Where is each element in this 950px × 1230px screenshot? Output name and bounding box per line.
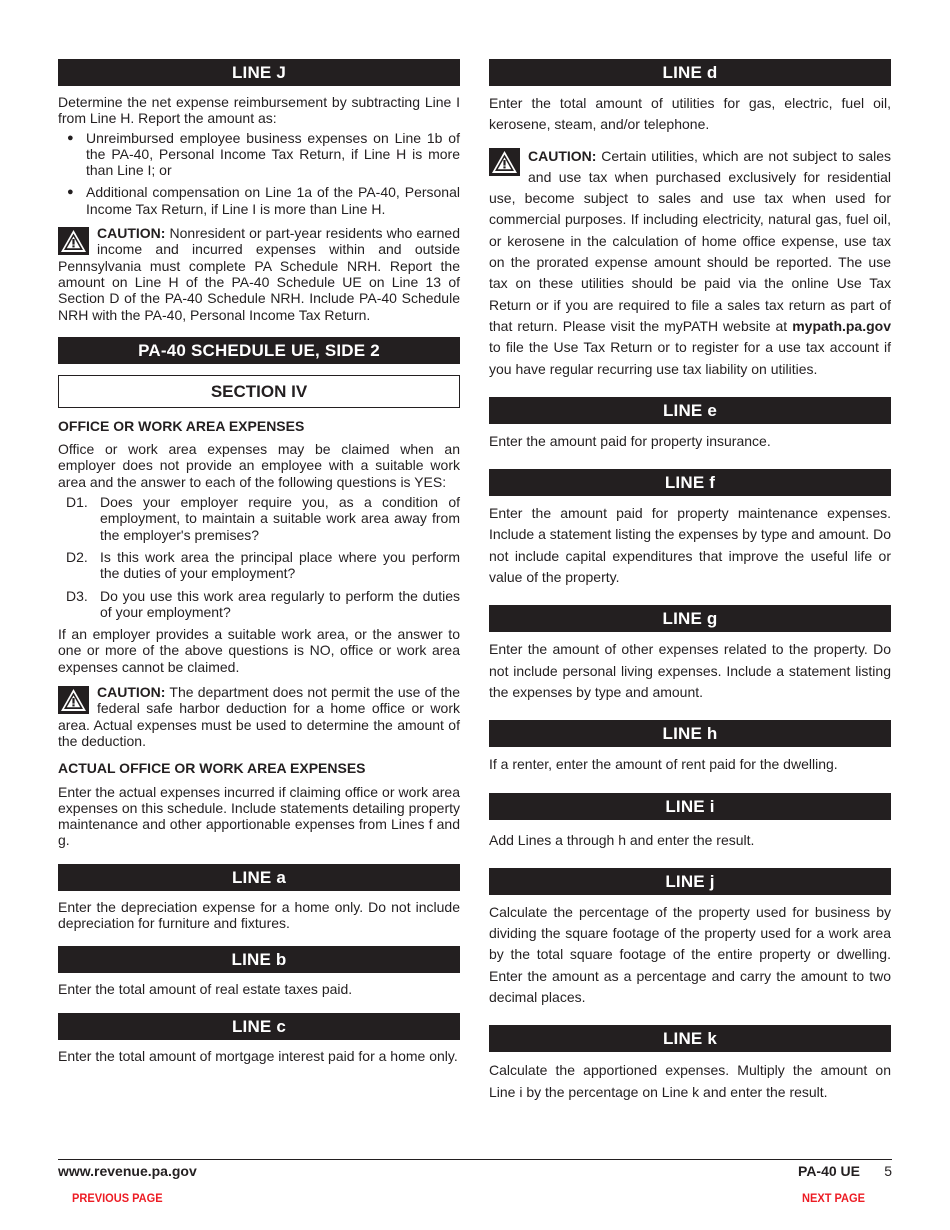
line-h-header: LINE h xyxy=(489,720,891,747)
line-c-text: Enter the total amount of mortgage interest paid for a home only. xyxy=(58,1047,458,1064)
page-footer xyxy=(58,1159,892,1179)
question-d1 xyxy=(58,494,460,543)
next-page-link[interactable]: NEXT PAGE xyxy=(802,1191,865,1205)
line-k-header: LINE k xyxy=(489,1025,891,1052)
left-column xyxy=(58,59,460,1064)
caution-text: Nonresident or part-year residents who earned income and incurred expenses within and outside Pennsylvania must complete PA Schedule NRH. Report the amount on Line H of the PA-40 Schedule UE on Line 13 of Section D of the PA-40 Schedule NRH. Include PA-40 Schedule NRH with the PA-40, Personal Income Tax Return. xyxy=(58,225,460,323)
caution-label: CAUTION: xyxy=(528,147,597,164)
question-number: D3. xyxy=(66,587,88,604)
question-number: D1. xyxy=(66,494,88,511)
line-d-header: LINE d xyxy=(489,59,891,86)
caution-text: The department does not permit the use of the federal safe harbor deduction for a home office or work area. Actual expenses must be used to determine the amount of the deduction. xyxy=(58,684,460,749)
line-d-text: Enter the total amount of utilities for gas, electric, fuel oil, kerosene, steam, and/or telephone. xyxy=(489,95,891,133)
mypath-link[interactable]: mypath.pa.gov xyxy=(792,317,891,334)
line-J-bullet-1: ● Unreimbursed employee business expenses on Line 1b of the PA-40, Personal Income Tax Return, if Line H is more than Line I; or xyxy=(58,130,460,179)
side-2-header: PA-40 SCHEDULE UE, SIDE 2 xyxy=(58,337,460,364)
previous-page-link[interactable]: PREVIOUS PAGE xyxy=(72,1191,163,1205)
question-text: Does your employer require you, as a condition of employment, to maintain a suitable work area away from the employer's premises? xyxy=(100,494,460,543)
caution-text-end: to file the Use Tax Return or to register for a use tax account if you have regular recurring use tax liability on utilities. xyxy=(489,339,891,377)
line-j-header: LINE j xyxy=(489,868,891,895)
page-number: 5 xyxy=(884,1163,892,1179)
line-i-text: Add Lines a through h and enter the result. xyxy=(489,831,755,848)
line-b-header: LINE b xyxy=(58,946,460,973)
line-g-text: Enter the amount of other expenses related to the property. Do not include personal living expenses. Include a statement listing the expenses by type and amount. xyxy=(489,641,891,700)
warning-icon xyxy=(58,686,89,714)
line-g-header: LINE g xyxy=(489,605,891,632)
line-i-header: LINE i xyxy=(489,793,891,820)
line-J-caution xyxy=(58,225,460,323)
question-text: Is this work area the principal place where you perform the duties of your employment? xyxy=(100,548,460,582)
caution-label: CAUTION: xyxy=(97,225,166,242)
line-f-text: Enter the amount paid for property maintenance expenses. Include a statement listing the expenses by type and amount. Do not include capital expenditures that improve the useful life or value of the property. xyxy=(489,505,891,586)
line-a-text: Enter the depreciation expense for a home only. Do not include depreciation for furniture and fixtures. xyxy=(58,898,460,931)
line-h-text: If a renter, enter the amount of rent paid for the dwelling. xyxy=(489,756,838,773)
actual-expenses-text: Enter the actual expenses incurred if claiming office or work area expenses on this schedule. Include statements detailing property maintenance and other apportionable expenses from Lines f and g. xyxy=(58,783,460,849)
caution-text: Certain utilities, which are not subject to sales and use tax when purchased exclusively for residential use, become subject to sales and use tax when used for commercial purposes. If including electricity, natural gas, fuel oil, or kerosene in the calculation of home office expense, use tax on the prorated expense amount should be reported. The use tax on these utilities should be paid via the online Use Tax Return or if you are required to file a sales tax return as part of that return. Please visit the myPATH website at xyxy=(489,147,891,334)
question-list xyxy=(58,494,460,620)
line-k-text: Calculate the apportioned expenses. Multiply the amount on Line i by the percentage on Line k and enter the result. xyxy=(489,1062,891,1100)
line-f-header: LINE f xyxy=(489,469,891,496)
question-d3 xyxy=(58,588,460,621)
line-d-caution xyxy=(489,146,891,380)
line-J-header: LINE J xyxy=(58,59,460,86)
right-column xyxy=(489,59,891,1103)
question-number: D2. xyxy=(66,548,88,565)
question-text: Do you use this work area regularly to perform the duties of your employment? xyxy=(100,587,460,620)
footer-url[interactable]: www.revenue.pa.gov xyxy=(58,1163,197,1179)
line-e-header: LINE e xyxy=(489,397,891,424)
line-b-text: Enter the total amount of real estate taxes paid. xyxy=(58,981,353,998)
office-expenses-intro: Office or work area expenses may be claimed when an employer does not provide an employee with a suitable work area and the answer to each of the following questions is YES: xyxy=(58,441,460,490)
section-iv-header: SECTION IV xyxy=(58,375,460,408)
line-J-intro: Determine the net expense reimbursement by subtracting Line I from Line H. Report the amount as: xyxy=(58,94,460,127)
footer-form-name: PA-40 UE xyxy=(798,1163,860,1179)
line-J-bullet-list xyxy=(58,130,460,217)
line-e-text: Enter the amount paid for property insurance. xyxy=(489,432,771,449)
line-a-header: LINE a xyxy=(58,864,460,891)
warning-icon xyxy=(58,227,89,255)
office-expenses-after: If an employer provides a suitable work area, or the answer to one or more of the above questions is NO, office or work area expenses cannot be claimed. xyxy=(58,626,460,675)
line-J-bullet-2: ● Additional compensation on Line 1a of the PA-40, Personal Income Tax Return, if Line I is more than Line H. xyxy=(58,184,460,217)
actual-expenses-heading: ACTUAL OFFICE OR WORK AREA EXPENSES xyxy=(58,760,366,777)
office-caution xyxy=(58,684,460,749)
office-expenses-heading: OFFICE OR WORK AREA EXPENSES xyxy=(58,417,305,434)
question-d2 xyxy=(58,549,460,582)
line-c-header: LINE c xyxy=(58,1013,460,1040)
line-j-text: Calculate the percentage of the property used for business by dividing the square footage of the property used for a work area by the total square footage of the entire property or dwelling. Enter the amount as a percentage and carry the amount to two decimal places. xyxy=(489,903,891,1006)
warning-icon xyxy=(489,148,520,176)
caution-label: CAUTION: xyxy=(97,684,166,701)
